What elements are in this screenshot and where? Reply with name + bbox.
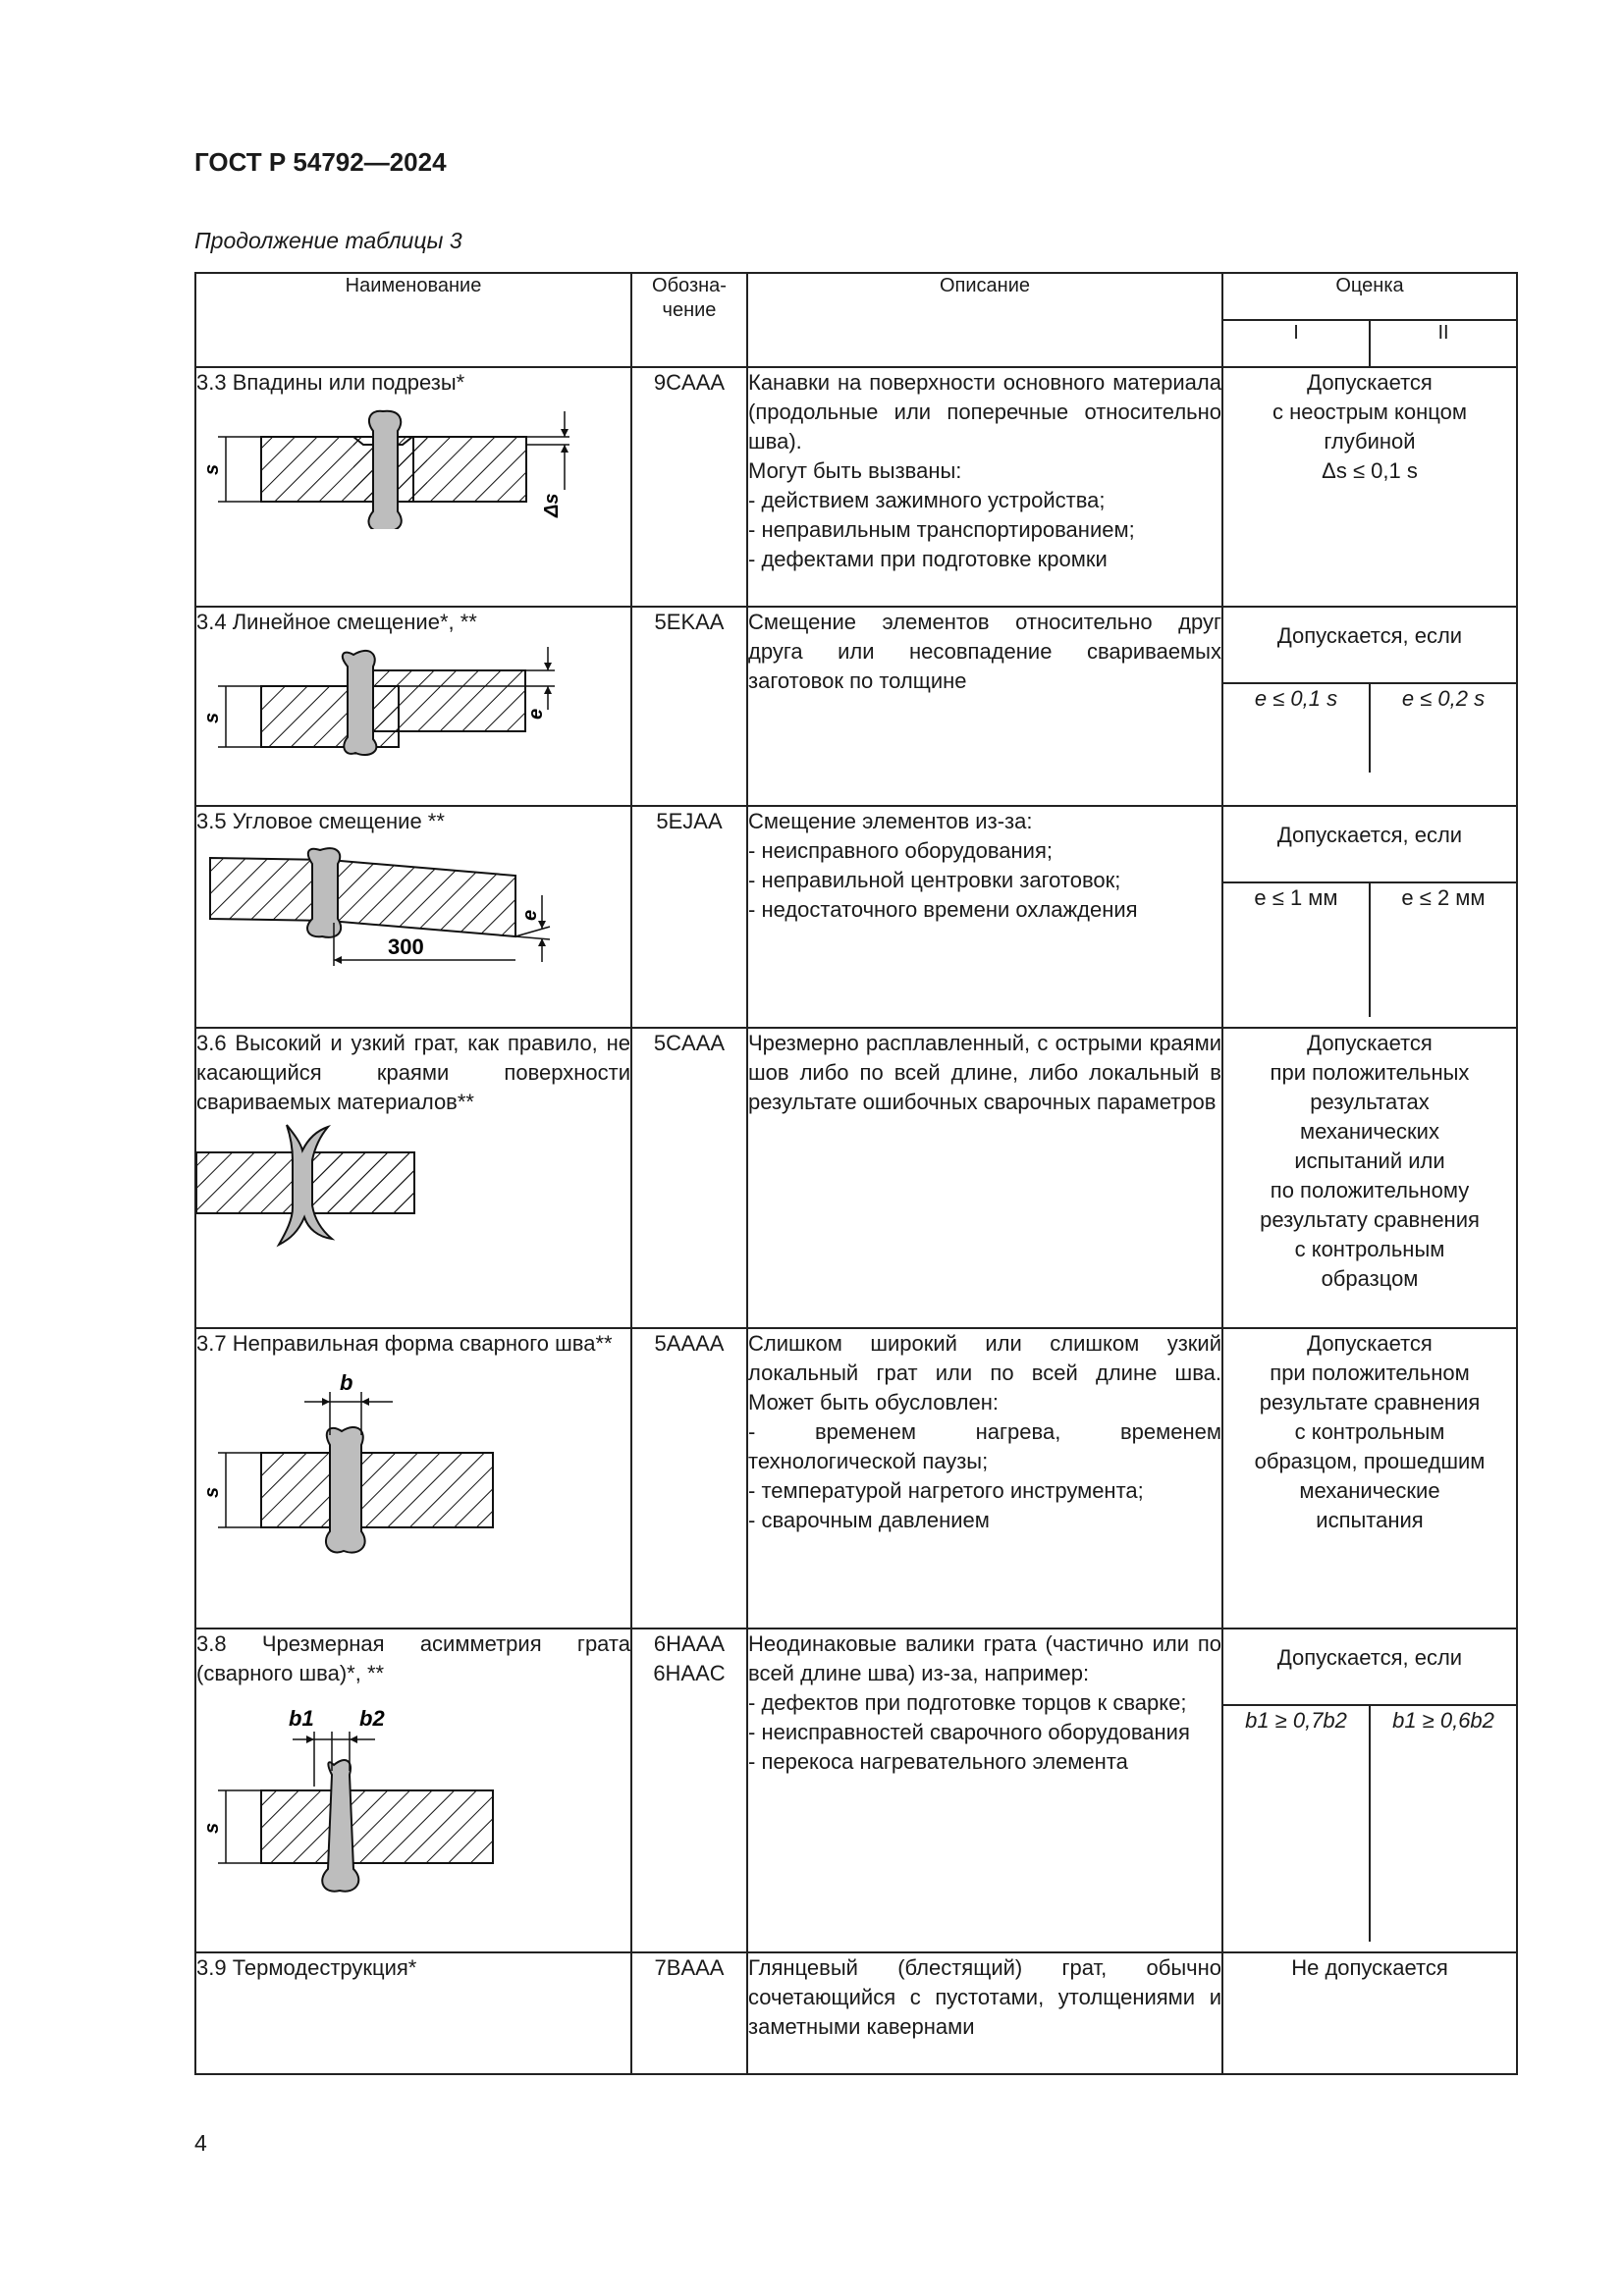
evaluation-condition: Допускается, если <box>1276 823 1463 847</box>
row-description: Смещение элементов из-за: - неисправного оборудования; - неправильной центровки заготовок; - недостаточного времени охлаждения <box>748 809 1138 922</box>
row-evaluation <box>1222 806 1517 1028</box>
row-description: Смещение элементов относительно друг друга или несовпадение свариваемых заготовок по толщине <box>748 610 1221 693</box>
row-name: 3.5 Угловое смещение ** <box>196 809 445 833</box>
row-code: 7BAAA <box>631 1952 747 2074</box>
row-description-cell <box>747 607 1222 806</box>
row-name-cell <box>195 367 631 607</box>
row-evaluation <box>1222 607 1517 806</box>
row-evaluation: Допускается при положительных результатах механических испытаний или по положительному результату сравнения с контрольным образцом <box>1222 1028 1517 1328</box>
criterion-level-1: b1 ≥ 0,7b2 <box>1223 1705 1370 1942</box>
figure-label-e: e <box>525 708 547 720</box>
table-row <box>195 806 1517 1028</box>
table-row <box>195 1952 1517 2074</box>
row-name: 3.8 Чрезмерная асимметрия грата (сварного шва)*, ** <box>196 1631 630 1685</box>
row-evaluation: Допускается при положительном результате сравнения с контрольным образцом, прошедшим механические испытания <box>1222 1328 1517 1629</box>
row-code-cell <box>631 1629 747 1952</box>
col-header-level-1: I <box>1222 320 1370 367</box>
figure-label-b2: b2 <box>359 1706 385 1731</box>
figure-label-s: s <box>201 1486 223 1498</box>
row-description: Чрезмерно расплавленный, с острыми краями шов либо по всей длине, либо локальный в результате ошибочных сварочных параметров <box>748 1031 1221 1114</box>
page-number: 4 <box>194 2130 207 2156</box>
criterion-level-2: e ≤ 2 мм <box>1370 882 1516 1017</box>
row-evaluation: Не допускается <box>1222 1952 1517 2074</box>
row-code: 5EKAA <box>631 607 747 806</box>
table-row <box>195 1028 1517 1328</box>
document-id: ГОСТ Р 54792—2024 <box>194 147 447 177</box>
row-code: 5AAAA <box>631 1328 747 1629</box>
row-name-cell <box>195 1328 631 1629</box>
row-evaluation <box>1222 1629 1517 1952</box>
col-header-level-2: II <box>1370 320 1517 367</box>
row-description: Канавки на поверхности основного материала (продольные или поперечные относительно шва). Могут быть вызваны: - действием зажимного устройства; - неправильным транспортированием; - дефектами при подготовке кромки <box>748 370 1221 571</box>
figure-label-length: 300 <box>388 934 424 959</box>
row-description-cell <box>747 367 1222 607</box>
bead-asymmetry-figure <box>196 1692 589 1898</box>
criterion-level-1: e ≤ 0,1 s <box>1223 683 1370 773</box>
row-name: 3.9 Термодеструкция* <box>196 1955 417 1980</box>
angular-offset-figure <box>196 840 599 978</box>
irregular-weld-shape-figure <box>196 1362 589 1578</box>
row-name-cell <box>195 1952 631 2074</box>
criterion-level-2: e ≤ 0,2 s <box>1370 683 1516 773</box>
figure-label-b1: b1 <box>289 1706 314 1731</box>
row-name-cell <box>195 1629 631 1952</box>
table-row <box>195 367 1517 607</box>
row-evaluation: Допускается с неострым концом глубиной Δs ≤ 0,1 s <box>1222 367 1517 607</box>
col-header-name: Наименование <box>195 273 631 367</box>
table-caption: Продолжение таблицы 3 <box>194 228 462 253</box>
row-code: 5CAAA <box>631 1028 747 1328</box>
col-header-description: Описание <box>747 273 1222 367</box>
row-description-cell <box>747 1328 1222 1629</box>
figure-label-e: e <box>519 909 541 921</box>
row-name-cell <box>195 607 631 806</box>
row-code: 5EJAA <box>631 806 747 1028</box>
figure-label-s: s <box>201 1822 223 1834</box>
col-header-evaluation: Оценка <box>1222 273 1517 320</box>
row-description: Глянцевый (блестящий) грат, обычно сочетающийся с пустотами, утолщениями и заметными кавернами <box>748 1955 1221 2039</box>
evaluation-condition: Допускается, если <box>1276 623 1463 648</box>
row-description-cell <box>747 806 1222 1028</box>
row-description: Слишком широкий или слишком узкий локальный грат или по всей длине шва. Может быть обусловлен: - временем нагрева, временем технологической паузы; - температурой нагретого инструмента; - сварочным давлением <box>748 1331 1221 1532</box>
undercut-figure <box>196 401 589 529</box>
linear-offset-figure <box>196 641 589 759</box>
high-narrow-bead-figure <box>196 1121 589 1249</box>
table-row <box>195 1328 1517 1629</box>
row-name-cell <box>195 1028 631 1328</box>
figure-label-s: s <box>201 463 223 475</box>
row-name: 3.4 Линейное смещение*, ** <box>196 610 477 634</box>
table-row <box>195 607 1517 806</box>
row-description-cell <box>747 1952 1222 2074</box>
row-name: 3.7 Неправильная форма сварного шва** <box>196 1331 613 1356</box>
row-code: 9CAAA <box>631 367 747 607</box>
figure-label-delta-s: Δs <box>541 493 563 517</box>
col-header-code: Обозна- чение <box>631 273 747 367</box>
table-header-row <box>195 273 1517 320</box>
row-name-cell <box>195 806 631 1028</box>
defects-table <box>194 272 1518 2075</box>
criterion-level-2: b1 ≥ 0,6b2 <box>1370 1705 1516 1942</box>
row-description-cell <box>747 1028 1222 1328</box>
row-description-cell <box>747 1629 1222 1952</box>
criterion-level-1: e ≤ 1 мм <box>1223 882 1370 1017</box>
row-name: 3.6 Высокий и узкий грат, как правило, не касающийся краями поверхности свариваемых материалов** <box>196 1031 630 1114</box>
row-code-alt: 6HAAC <box>653 1661 726 1685</box>
figure-label-b: b <box>340 1370 353 1395</box>
row-code: 6HAAA <box>653 1631 726 1656</box>
row-name: 3.3 Впадины или подрезы* <box>196 370 465 395</box>
evaluation-condition: Допускается, если <box>1276 1645 1463 1670</box>
row-description: Неодинаковые валики грата (частично или по всей длине шва) из-за, например: - дефектов при подготовке торцов к сварке; - неисправностей сварочного оборудования - перекоса нагревательного элемента <box>748 1631 1221 1774</box>
table-row <box>195 1629 1517 1952</box>
figure-label-s: s <box>201 712 223 723</box>
